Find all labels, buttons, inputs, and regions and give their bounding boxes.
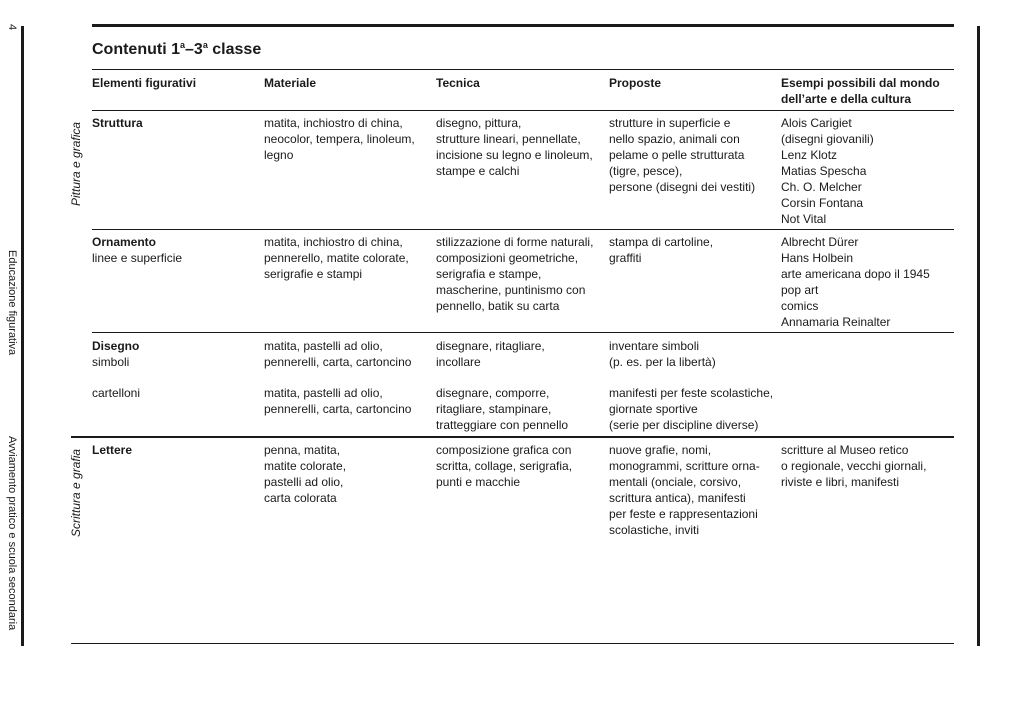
row-title-disegno: Disegno simboli [92,339,140,369]
cell-tecnica: disegno, pittura, strutture lineari, pennellate, incisione su legno e linoleum, stampe e calchi [436,116,593,178]
section-label-scrittura: Scrittura e grafia [69,448,83,537]
row-title-lettere: Lettere [92,443,133,457]
running-title-subject: Educazione figurativa [6,250,18,356]
section-label-pittura: Pittura e grafica [69,121,83,206]
row-title-cartelloni: cartelloni [92,386,141,400]
running-title-school: Avviamento pratico e scuola secondaria [6,436,18,631]
header-esempi: Esempi possibili dal mondo dell’arte e della cultura [781,76,940,106]
header-elementi: Elementi figurativi [92,76,197,90]
cell-tecnica: stilizzazione di forme naturali, composizioni geometriche, serigrafia e stampe, mascherine, puntinismo con pennello, batik su carta [436,235,594,313]
table-bottom-rule [71,643,954,644]
cell-tecnica: composizione grafica con scritta, collage, serigrafia, punti e macchie [436,443,573,489]
cell-tecnica: disegnare, ritagliare, incollare [436,339,545,369]
top-rule [92,24,954,27]
cell-proposte: strutture in superficie e nello spazio, animali con pelame o pelle strutturata (tigre, pesce), persone (disegni dei vestiti) [609,116,756,194]
cell-materiale: matita, pastelli ad olio, pennerelli, carta, cartoncino [264,386,412,416]
header-proposte: Proposte [609,76,662,90]
header-bottom-rule [92,110,954,111]
header-tecnica: Tecnica [436,76,480,90]
header-materiale: Materiale [264,76,317,90]
cell-esempi: Albrecht Dürer Hans Holbein arte americana dopo il 1945 pop art comics Annamaria Reinalter [781,235,930,329]
page-title: Contenuti 1$^a$–3$^a$ classe [92,40,262,58]
section-divider [71,436,954,438]
cell-proposte: stampa di cartoline, graffiti [609,235,714,265]
cell-proposte: inventare simboli (p. es. per la libertà) [609,339,716,369]
row-title-ornamento: Ornamento linee e superficie [92,235,183,265]
left-margin-bar [21,26,24,646]
cell-proposte: nuove grafie, nomi, monogrammi, scritture orna- mentali (onciale, corsivo, scrittura antica), manifesti per feste e rappresentazioni scolastiche, inviti [609,443,760,537]
cell-materiale: matita, inchiostro di china, neocolor, tempera, linoleum, legno [264,116,415,162]
header-top-rule [92,69,954,70]
cell-esempi: Alois Carigiet (disegni giovanili) Lenz Klotz Matias Spescha Ch. O. Melcher Corsin Fontana Not Vital [781,116,874,226]
page-number: 4 [6,24,18,31]
row-divider [92,332,954,333]
cell-tecnica: disegnare, comporre, ritagliare, stampinare, tratteggiare con pennello [436,386,569,432]
cell-esempi: scritture al Museo retico o regionale, vecchi giornali, riviste e libri, manifesti [781,443,927,489]
cell-proposte: manifesti per feste scolastiche, giornate sportive (serie per discipline diverse) [609,386,774,432]
right-margin-bar [977,26,980,646]
cell-materiale: matita, inchiostro di china, pennerello, matite colorate, serigrafie e stampi [264,235,409,281]
row-title-struttura: Struttura [92,116,143,130]
cell-materiale: penna, matita, matite colorate, pastelli ad olio, carta colorata [264,443,347,505]
cell-materiale: matita, pastelli ad olio, pennerelli, carta, cartoncino [264,339,412,369]
row-divider [92,229,954,230]
